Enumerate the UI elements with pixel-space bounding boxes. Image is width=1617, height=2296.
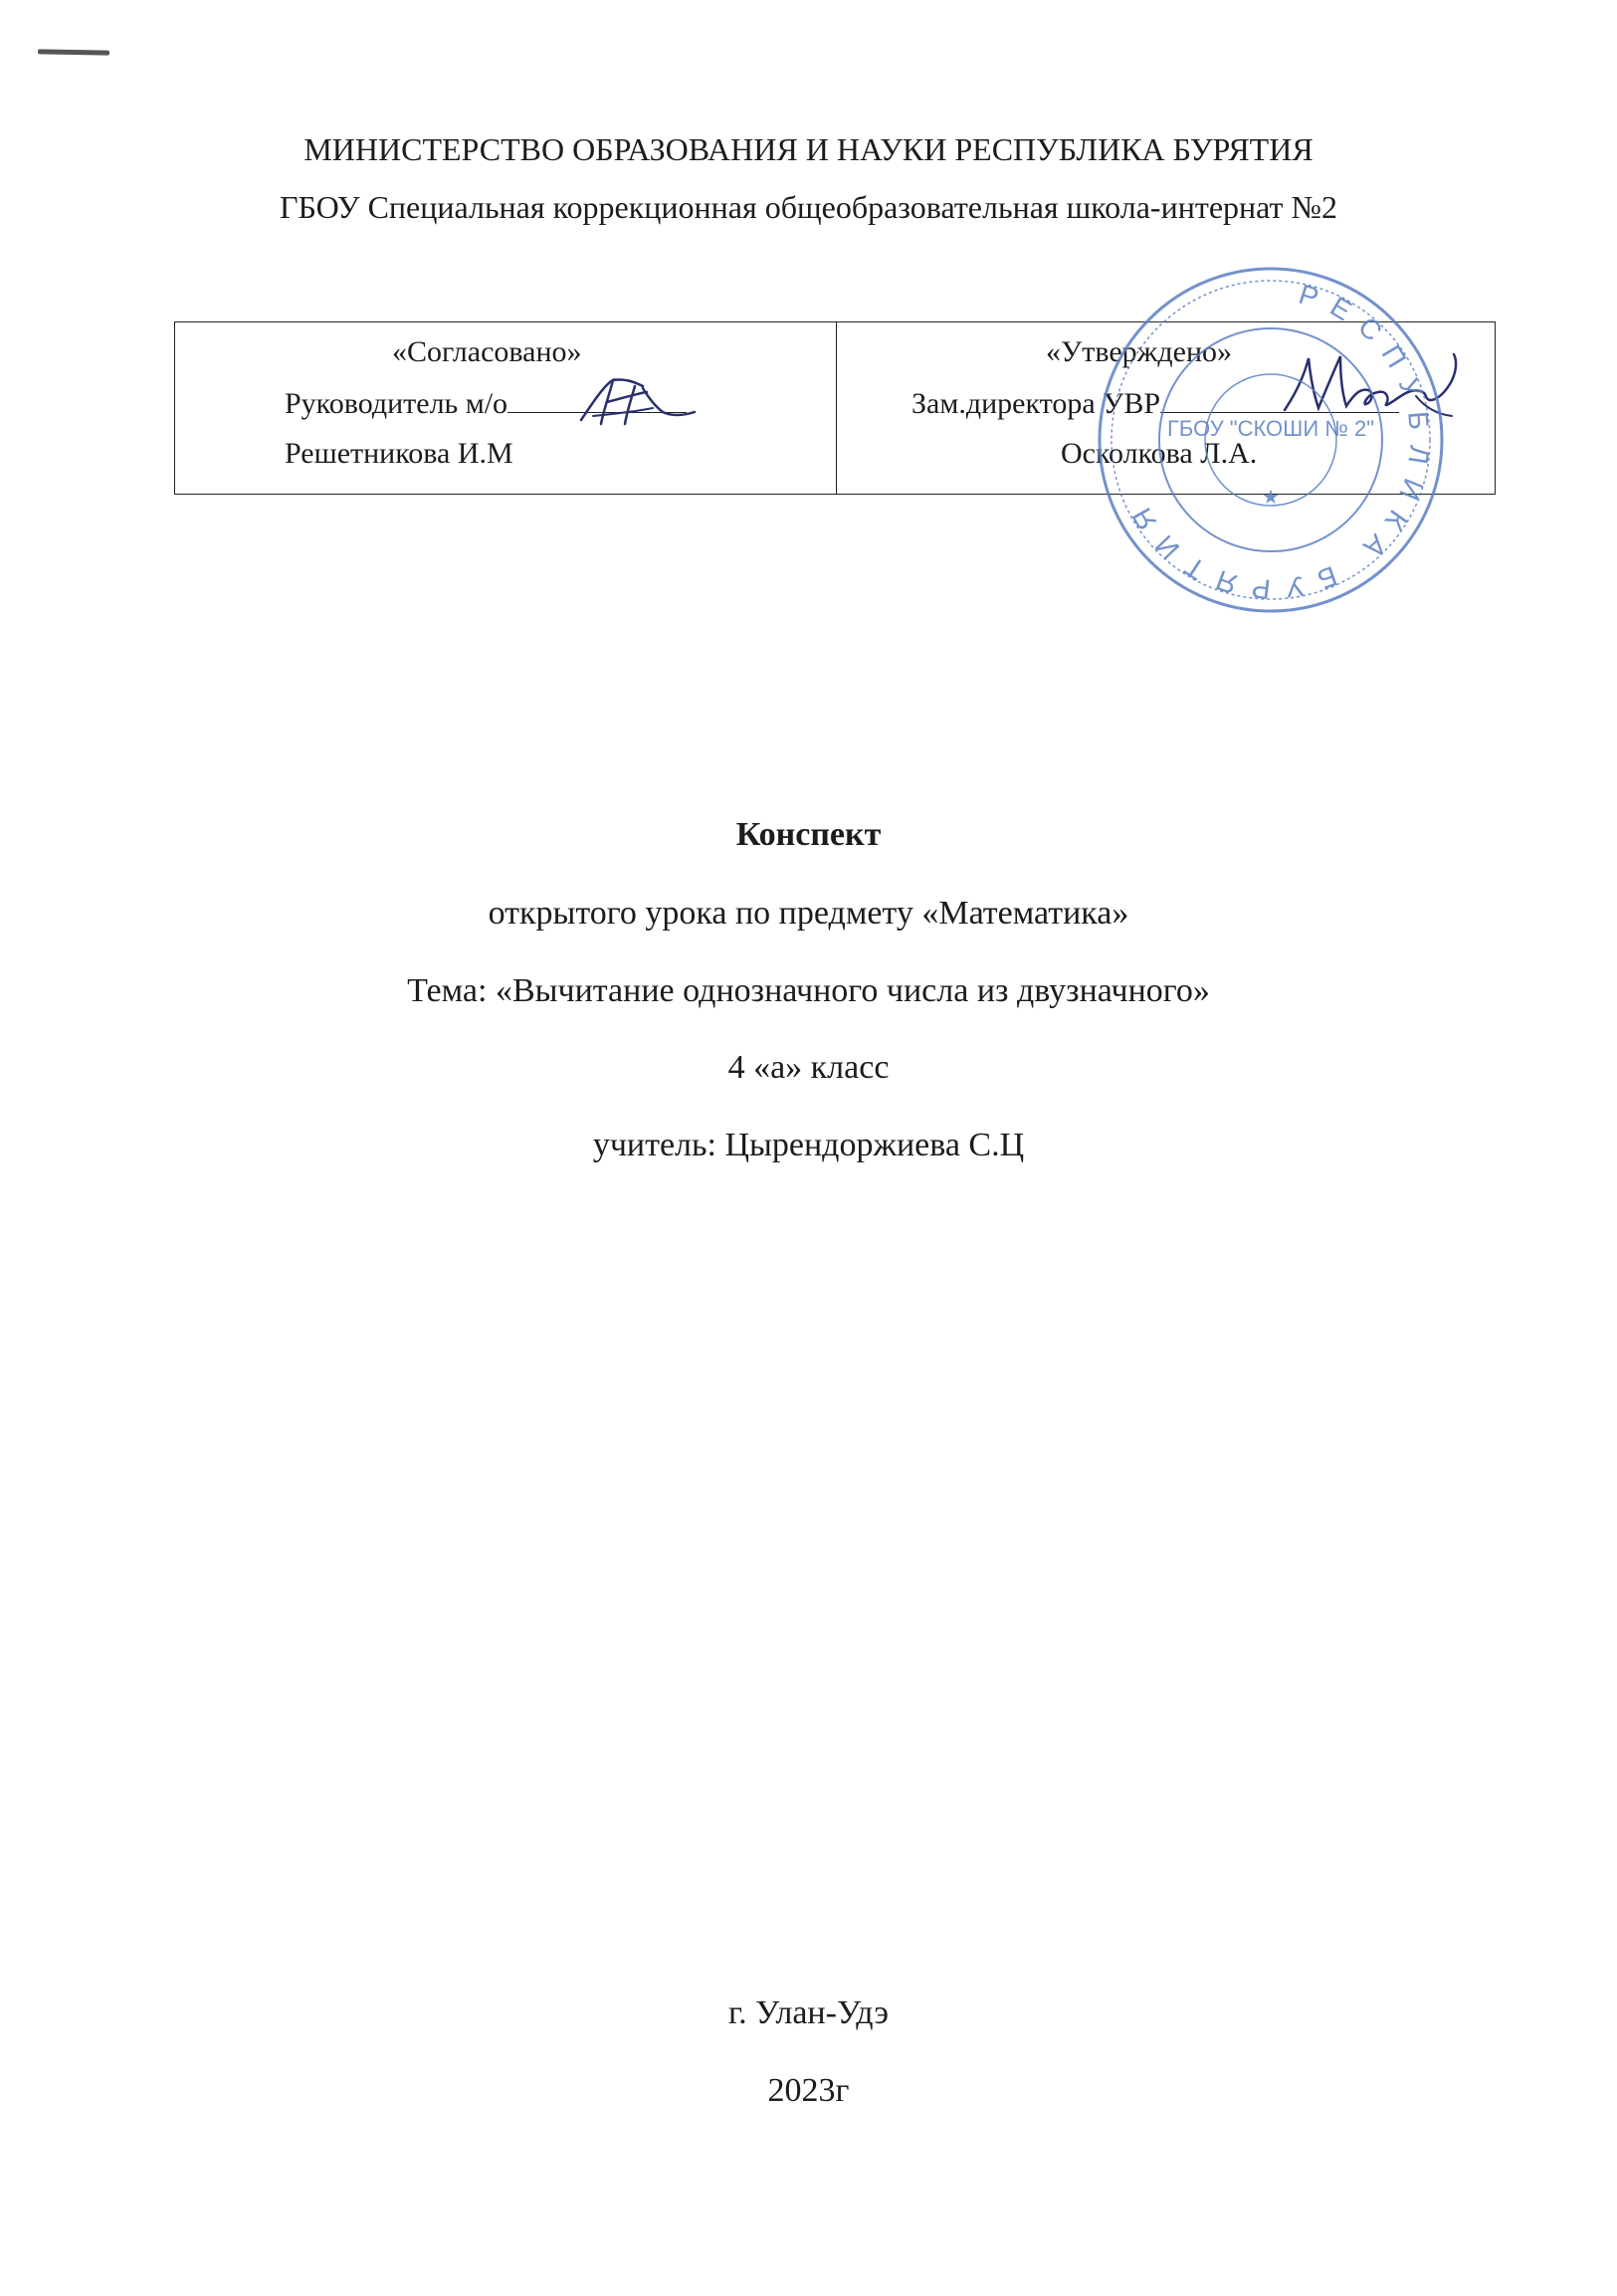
agreed-role: Руководитель м/о <box>285 387 508 420</box>
agreed-role-line <box>285 384 687 422</box>
stamp-outer-text: РЕСПУБЛИКА БУРЯТИЯ <box>1118 278 1436 605</box>
stamp-inner-text: ГБОУ "СКОШИ № 2" <box>1166 416 1375 441</box>
agreed-signature-line <box>507 384 687 413</box>
ministry-header: МИНИСТЕРСТВО ОБРАЗОВАНИЯ И НАУКИ РЕСПУБЛИКА БУРЯТИЯ <box>303 131 1314 167</box>
approved-heading: «Утверждено» <box>1046 335 1233 368</box>
approved-role: Зам.директора УВР <box>911 387 1161 420</box>
official-stamp <box>1080 261 1463 619</box>
lesson-subject: открытого урока по предмету «Математика» <box>488 895 1129 932</box>
school-header: ГБОУ Специальная коррекционная общеобразовательная школа-интернат №2 <box>279 189 1338 225</box>
city: г. Улан-Удэ <box>728 1994 889 2031</box>
class-grade: 4 «а» класс <box>727 1049 890 1086</box>
scan-artifact <box>38 49 109 55</box>
agreed-heading: «Согласовано» <box>392 335 582 368</box>
year: 2023г <box>767 2072 850 2109</box>
stamp-star: ★ <box>1262 487 1280 509</box>
lesson-topic: Тема: «Вычитание однозначного числа из двузначного» <box>407 972 1210 1009</box>
document-title: Конспект <box>735 816 882 853</box>
agreed-name: Решетникова И.М <box>285 437 513 470</box>
teacher-name: учитель: Цырендоржиева С.Ц <box>592 1127 1025 1163</box>
approval-agreed-cell <box>175 322 837 494</box>
approved-name: Осколкова Л.А. <box>1061 437 1258 470</box>
